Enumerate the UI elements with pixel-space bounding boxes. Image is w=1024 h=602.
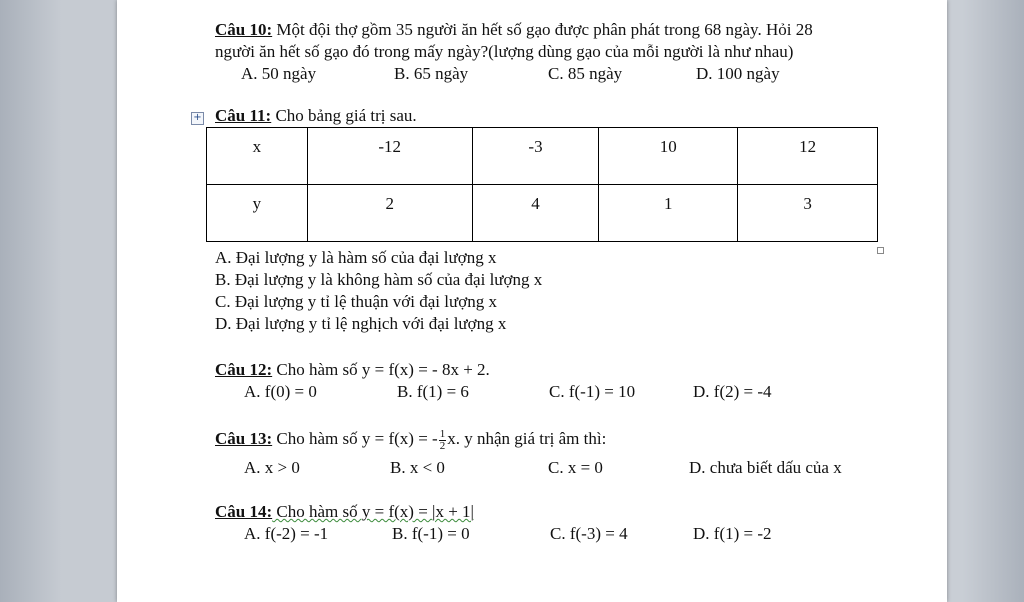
q10-option-c: C. 85 ngày xyxy=(548,64,623,83)
q13-option-b: B. x < 0 xyxy=(390,458,445,477)
question-10-text-line1: Một đội thợ gồm 35 người ăn hết số gạo được phân phát trong 68 ngày. Hỏi 28 xyxy=(272,20,813,39)
q14-option-d: D. f(1) = -2 xyxy=(693,524,772,543)
fraction xyxy=(439,429,447,452)
table-cell: -3 xyxy=(472,128,599,185)
table-move-handle-icon[interactable]: + xyxy=(191,112,204,125)
q11-option-c: C. Đại lượng y tỉ lệ thuận với đại lượng x xyxy=(215,292,497,311)
q13-option-a: A. x > 0 xyxy=(244,458,300,477)
q12-option-a: A. f(0) = 0 xyxy=(244,382,317,401)
question-14 xyxy=(215,502,474,522)
question-12-text: Cho hàm số y = f(x) = - 8x + 2. xyxy=(272,360,490,379)
table-row-y xyxy=(207,185,878,242)
question-13-text-before: Cho hàm số y = f(x) = - xyxy=(272,429,438,448)
q10-option-a: A. 50 ngày xyxy=(241,64,317,83)
q14-option-b: B. f(-1) = 0 xyxy=(392,524,470,543)
table-cell: x xyxy=(207,128,308,185)
question-12-label: Câu 12: xyxy=(215,360,273,379)
q10-option-d: D. 100 ngày xyxy=(696,64,780,83)
question-10 xyxy=(215,20,813,40)
q14-option-c: C. f(-3) = 4 xyxy=(550,524,628,543)
table-cell: -12 xyxy=(307,128,472,185)
q13-option-c: C. x = 0 xyxy=(548,458,603,477)
q11-option-b: B. Đại lượng y là không hàm số của đại lượng x xyxy=(215,270,543,289)
fraction-denominator: 2 xyxy=(439,439,446,452)
table-row-x xyxy=(207,128,878,185)
question-10-text-line2: người ăn hết số gạo đó trong mấy ngày?(lượng dùng gạo của mỗi người là như nhau) xyxy=(215,42,794,61)
q12-option-c: C. f(-1) = 10 xyxy=(549,382,636,401)
question-10-label: Câu 10: xyxy=(215,20,273,39)
table-cell: 3 xyxy=(738,185,878,242)
question-12 xyxy=(215,360,490,380)
q11-option-a: A. Đại lượng y là hàm số của đại lượng x xyxy=(215,248,497,267)
question-13-text-after: x. y nhận giá trị âm thì: xyxy=(447,429,607,448)
q12-option-b: B. f(1) = 6 xyxy=(397,382,469,401)
q13-option-d: D. chưa biết dấu của x xyxy=(689,458,842,477)
table-cell: 10 xyxy=(599,128,738,185)
question-11-text: Cho bảng giá trị sau. xyxy=(271,106,417,125)
table-cell: 2 xyxy=(307,185,472,242)
value-table xyxy=(206,127,878,242)
q12-option-d: D. f(2) = -4 xyxy=(693,382,772,401)
q11-option-d: D. Đại lượng y tỉ lệ nghịch với đại lượng x xyxy=(215,314,507,333)
table-cell: y xyxy=(207,185,308,242)
question-14-label: Câu 14: xyxy=(215,502,273,521)
q14-option-a: A. f(-2) = -1 xyxy=(244,524,329,543)
question-13-label: Câu 13: xyxy=(215,429,273,448)
fraction-numerator: 1 xyxy=(439,427,446,440)
question-14-text: Cho hàm số y = f(x) = |x + 1| xyxy=(272,502,474,521)
q10-option-b: B. 65 ngày xyxy=(394,64,469,83)
table-cell: 12 xyxy=(738,128,878,185)
table-cell: 1 xyxy=(599,185,738,242)
question-13 xyxy=(215,426,606,452)
table-resize-handle[interactable] xyxy=(877,247,884,254)
table-cell: 4 xyxy=(472,185,599,242)
question-11-label: Câu 11: xyxy=(215,106,272,125)
question-11 xyxy=(215,106,417,126)
